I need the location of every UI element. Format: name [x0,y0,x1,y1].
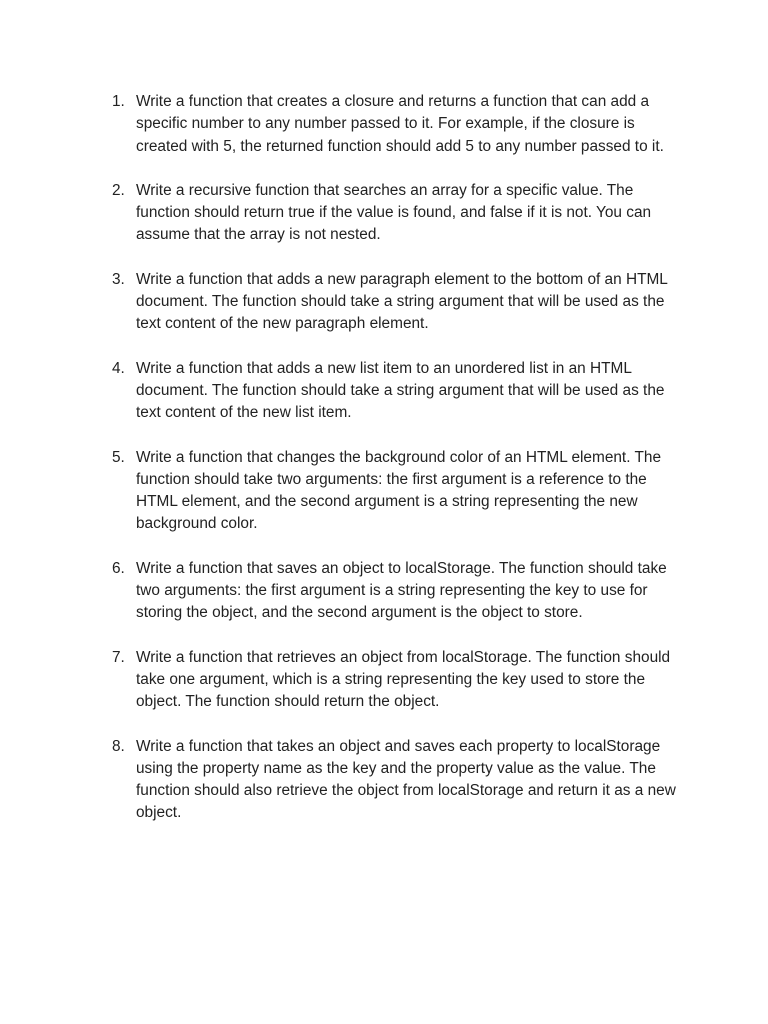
list-item [0,736,768,825]
item-number: 7. [112,648,125,666]
item-text: Write a function that adds a new paragraph element to the bottom of an HTML document. The function should take a string argument that will be used as the text content of the new paragraph element. [136,270,668,333]
item-number: 2. [112,181,125,199]
list-item [0,558,768,625]
item-text: Write a function that creates a closure and returns a function that can add a specific number to any number passed to it. For example, if the closure is created with 5, the returned function should add 5 to any number passed to it. [136,93,664,155]
item-text: Write a function that changes the background color of an HTML element. The function should take two arguments: the first argument is a reference to the HTML element, and the second argument is a string representing the new background color. [136,448,662,533]
item-number: 6. [112,559,125,577]
item-text: Write a function that adds a new list item to an unordered list in an HTML document. The function should take a string argument that will be used as the text content of the new list item. [136,359,665,422]
item-text: Write a recursive function that searches an array for a specific value. The function should return true if the value is found, and false if it is not. You can assume that the array is not nested. [136,181,652,244]
list-item [0,180,768,247]
task-list [0,91,768,847]
list-item [0,91,768,158]
list-item [0,647,768,714]
item-number: 1. [112,93,125,110]
item-text: Write a function that retrieves an object from localStorage. The function should take one argument, which is a string representing the key used to store the object. The function should return the object. [136,648,671,711]
item-number: 3. [112,270,125,288]
item-text: Write a function that saves an object to localStorage. The function should take two arguments: the first argument is a string representing the key to use for storing the object, and the second argument is the object to store. [136,559,667,622]
item-number: 5. [112,448,125,466]
list-item [0,447,768,536]
item-text: Write a function that takes an object and saves each property to localStorage using the property name as the key and the property value as the value. The function should also retrieve the object from localStorage and return it as a new object. [136,737,676,822]
item-number: 4. [112,359,125,377]
list-item [0,269,768,336]
item-number: 8. [112,737,125,755]
list-item [0,358,768,425]
